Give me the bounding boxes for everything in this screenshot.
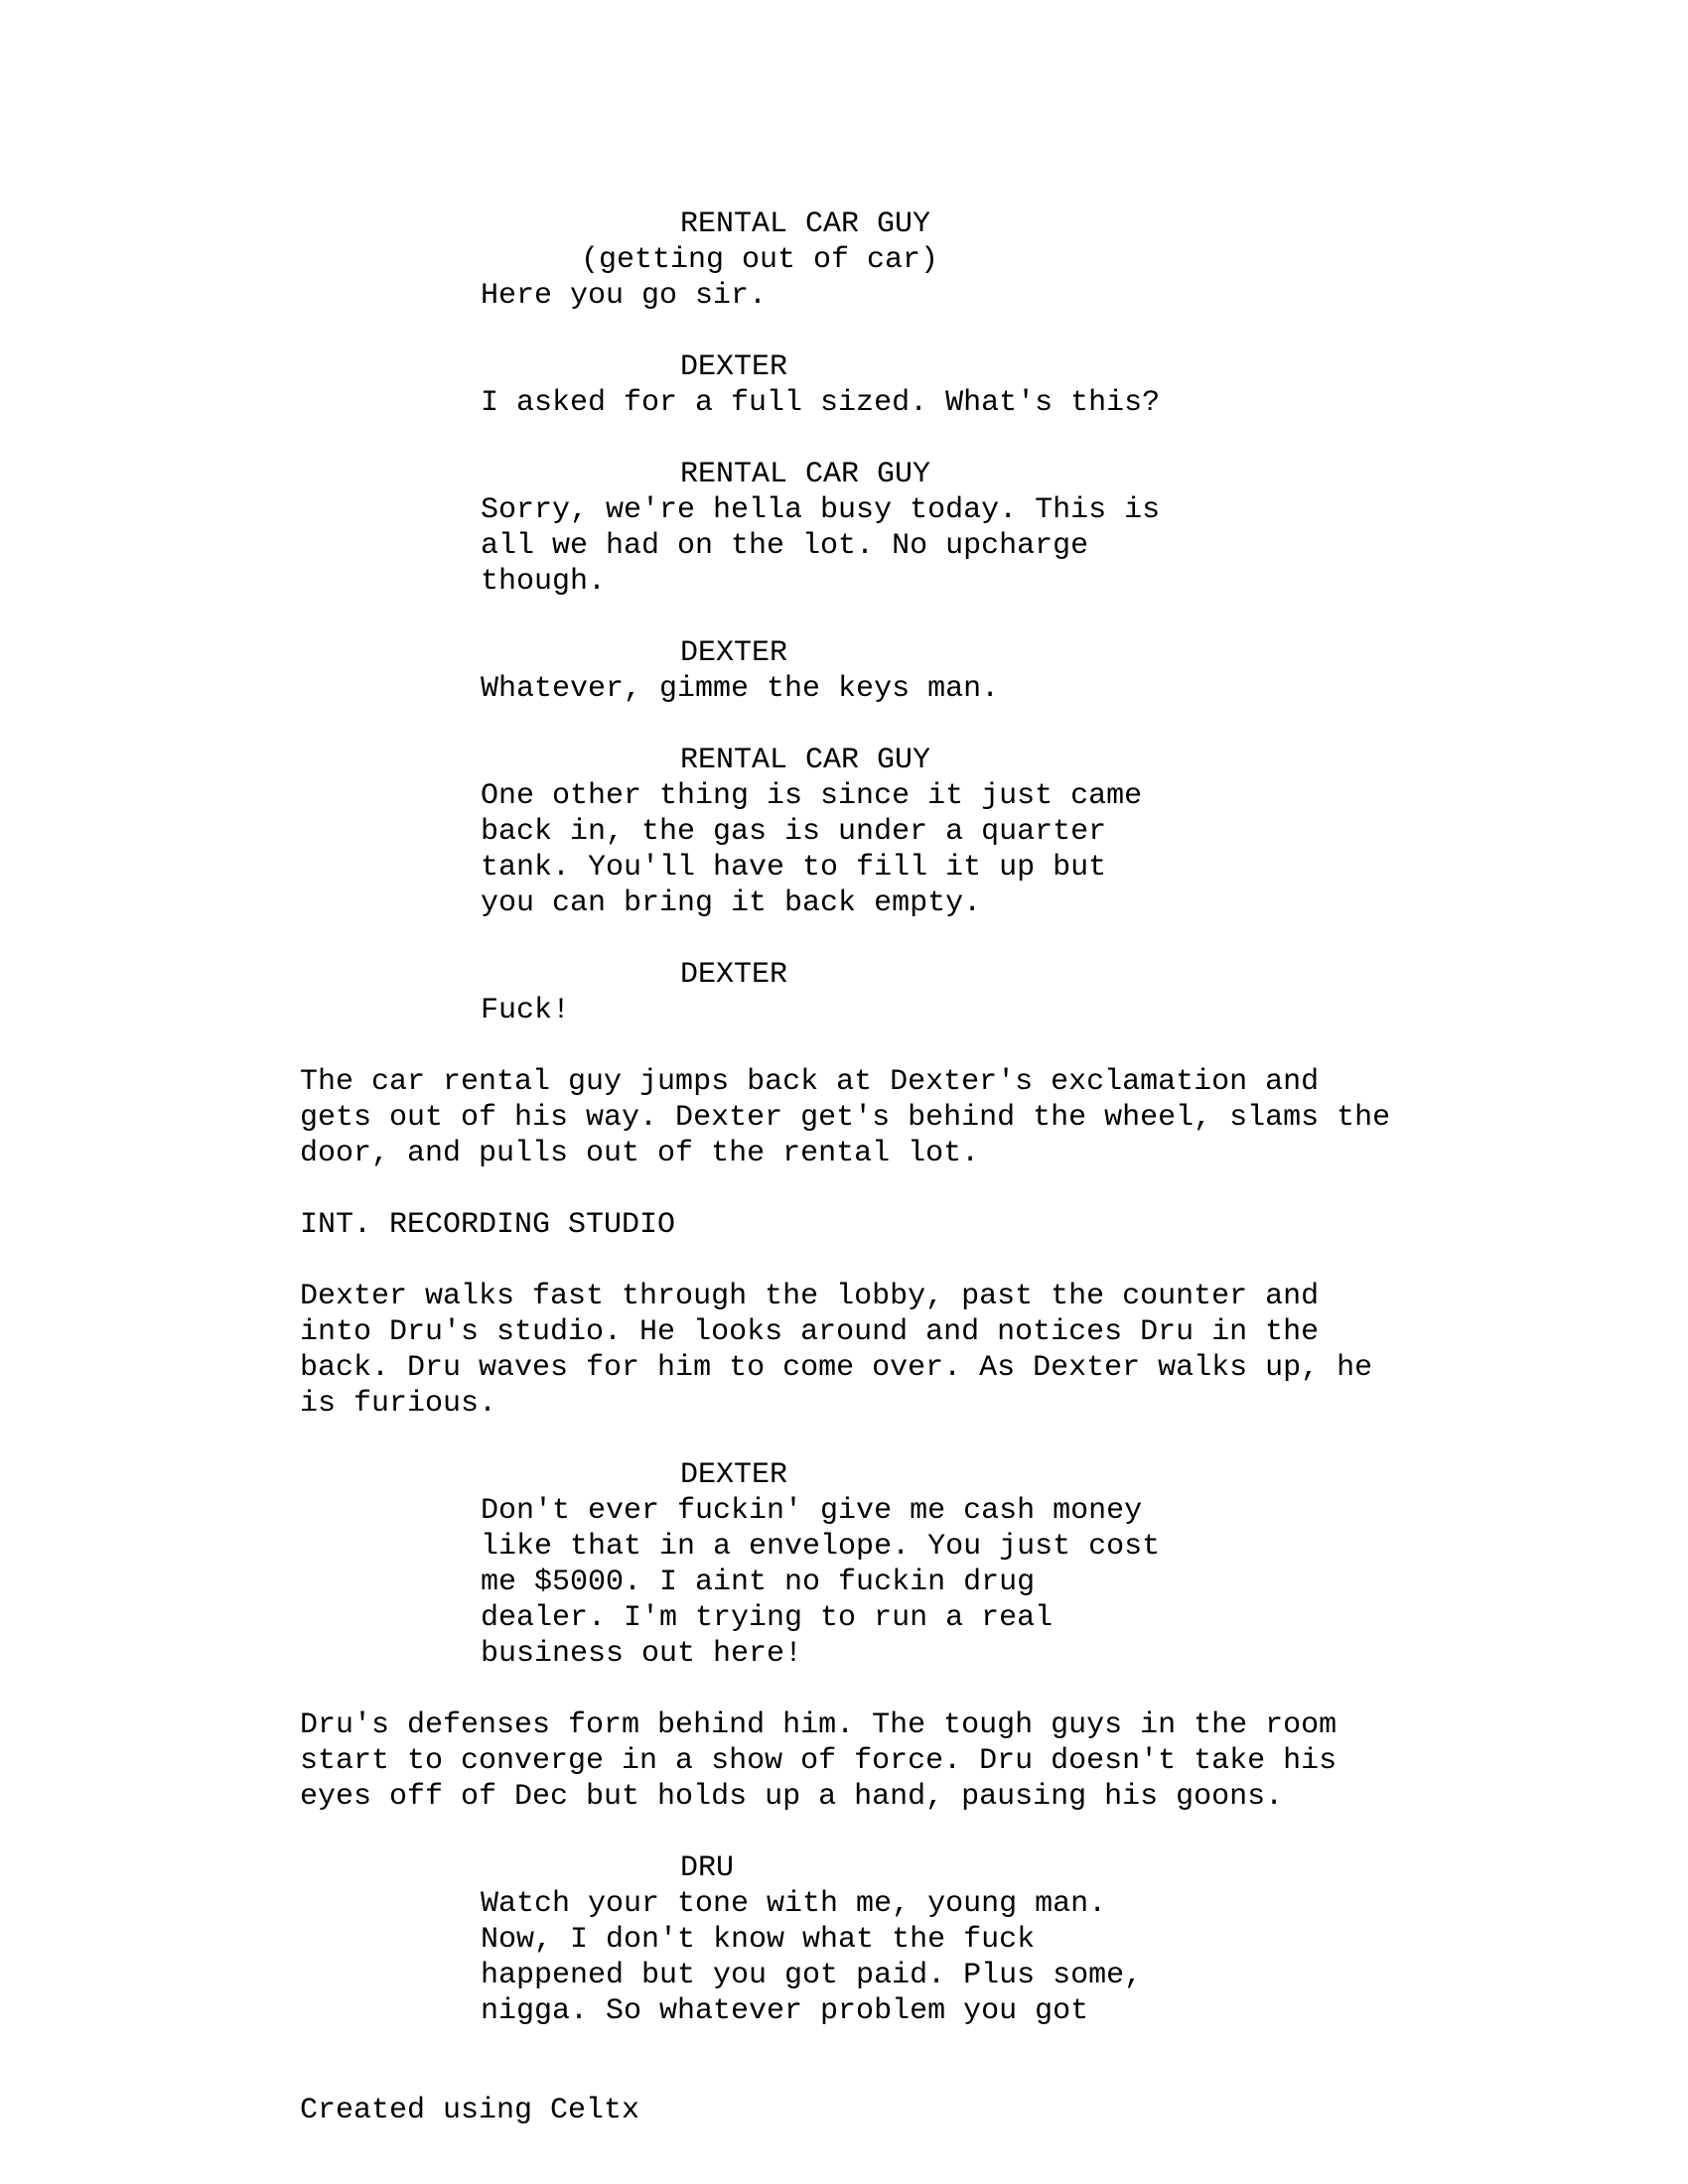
parenthetical: (getting out of car) [581,243,939,277]
dialogue: Sorry, we're hella busy today. This is all we had on the lot. No upcharge though. [481,493,1161,599]
dialogue: Watch your tone with me, young man. Now, I don't know what the fuck happened but you got paid. Plus some, nigga. So whatever problem you got [481,1887,1143,2028]
scene-heading: INT. RECORDING STUDIO [300,1208,676,1242]
dialogue: Whatever, gimme the keys man. [481,672,1000,706]
character-cue: RENTAL CAR GUY [680,744,931,777]
character-cue: RENTAL CAR GUY [680,207,931,241]
dialogue: I asked for a full sized. What's this? [481,386,1161,420]
character-cue: DRU [680,1851,735,1885]
character-cue: DEXTER [680,1458,788,1492]
action-paragraph: Dexter walks fast through the lobby, past the counter and into Dru's studio. He looks around and notices Dru in the back. Dru waves for him to come over. As Dexter walks up, he is furious. [300,1280,1373,1421]
action-paragraph: The car rental guy jumps back at Dexter's exclamation and gets out of his way. Dexter get's behind the wheel, slams the door, and pulls out of the rental lot. [300,1065,1391,1170]
character-cue: RENTAL CAR GUY [680,458,931,491]
dialogue: Don't ever fuckin' give me cash money like that in a envelope. You just cost me $5000. I aint no fuckin drug dealer. I'm trying to run a real business out here! [481,1494,1161,1671]
page-footer: Created using Celtx [300,2094,640,2127]
dialogue: One other thing is since it just came back in, the gas is under a quarter tank. You'll have to fill it up but you can bring it back empty. [481,779,1143,920]
action-paragraph: Dru's defenses form behind him. The tough guys in the room start to converge in a show of force. Dru doesn't take his eyes off of Dec but holds up a hand, pausing his goons. [300,1708,1337,1814]
dialogue: Fuck! [481,994,571,1027]
character-cue: DEXTER [680,636,788,670]
character-cue: DEXTER [680,958,788,992]
character-cue: DEXTER [680,350,788,384]
dialogue: Here you go sir. [481,279,768,313]
